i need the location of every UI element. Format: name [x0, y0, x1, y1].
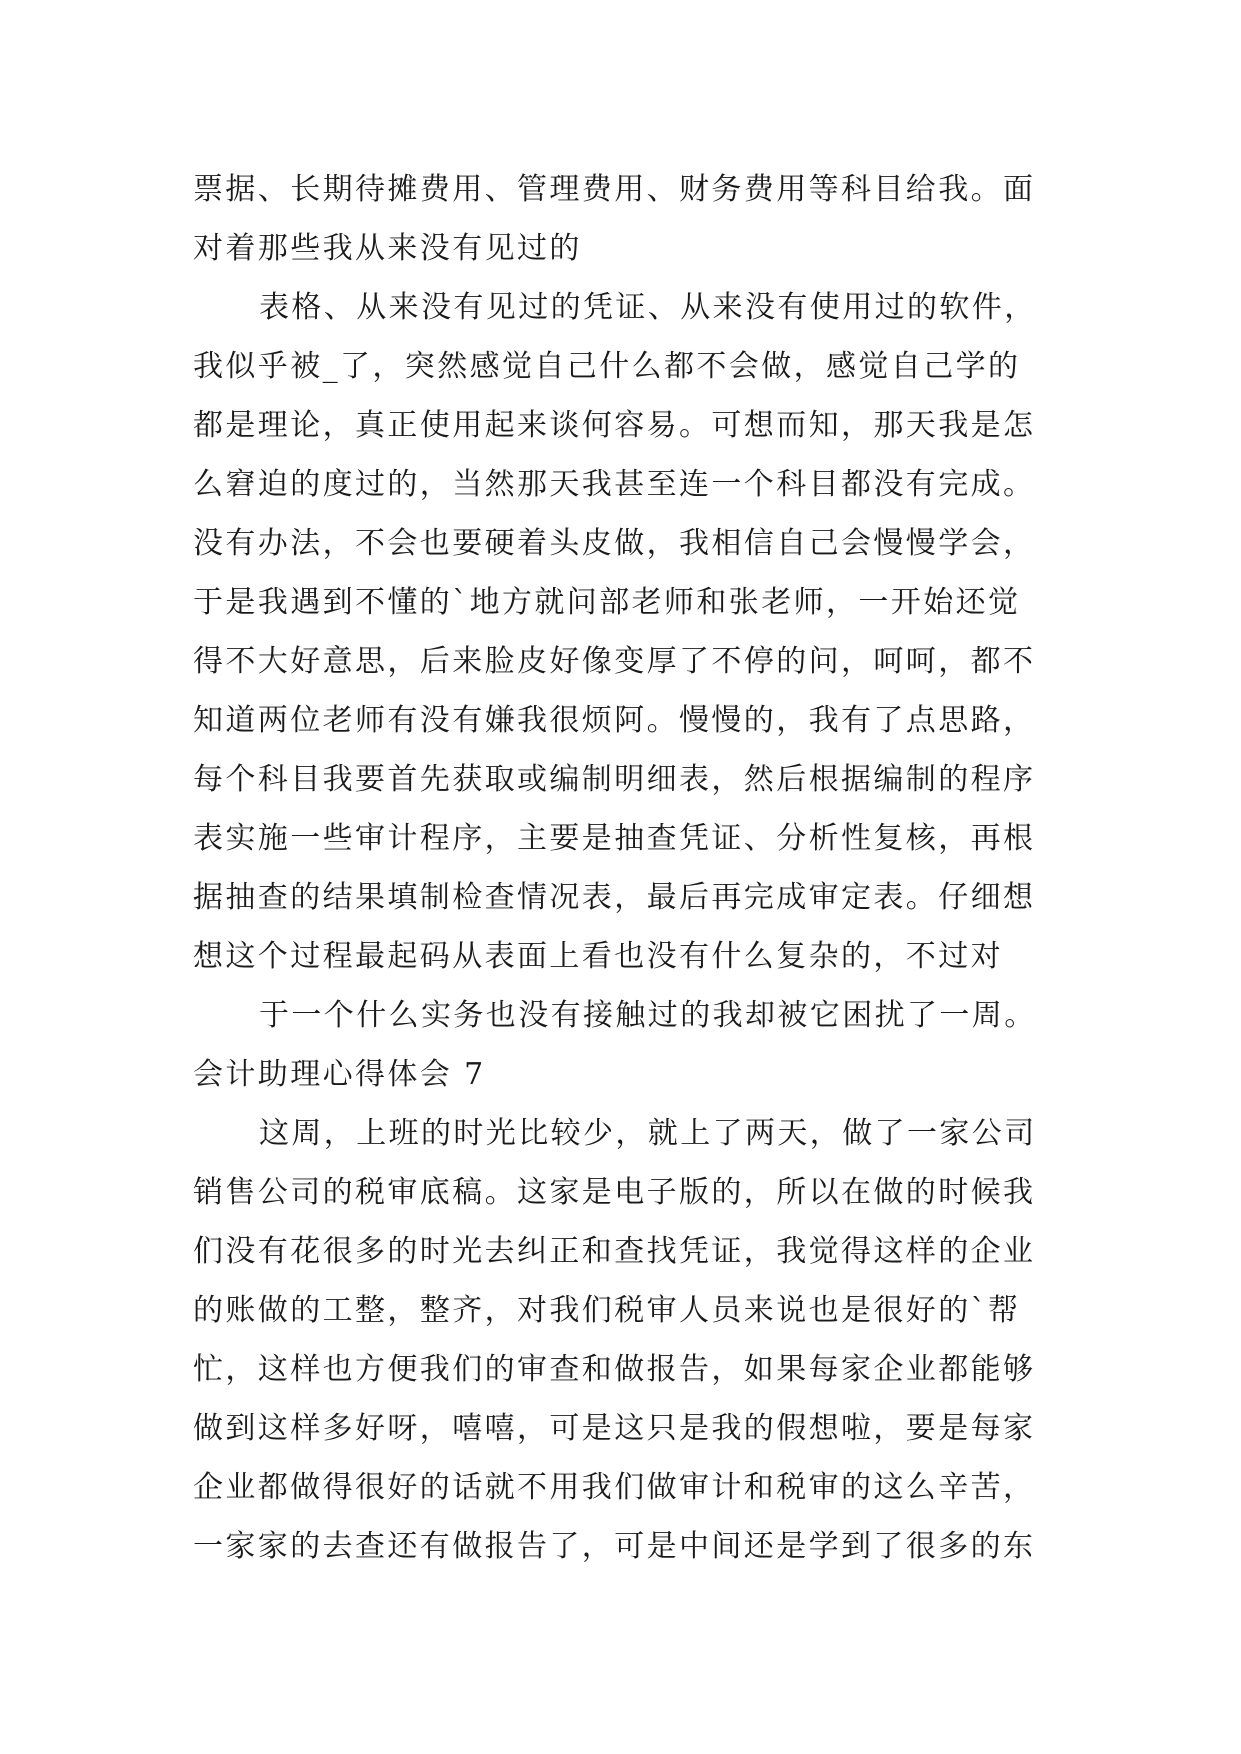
text-line: 么窘迫的度过的，当然那天我甚至连一个科目都没有完成。: [193, 467, 1036, 502]
text-line: 做到这样多好呀，嘻嘻，可是这只是我的假想啦，要是每家: [193, 1411, 1036, 1446]
text-line: 据抽查的结果填制检查情况表，最后再完成审定表。仔细想: [193, 880, 1036, 915]
text-line: 于一个什么实务也没有接触过的我却被它困扰了一周。: [259, 998, 1037, 1033]
text-line: 我似乎被_了，突然感觉自己什么都不会做，感觉自己学的: [193, 349, 1021, 384]
text-line: 对着那些我从来没有见过的: [193, 231, 582, 266]
text-line: 的账做的工整，整齐，对我们税审人员来说也是很好的`帮: [193, 1293, 1021, 1328]
text-line: 企业都做得很好的话就不用我们做审计和税审的这么辛苦，: [193, 1470, 1036, 1505]
text-line: 每个科目我要首先获取或编制明细表，然后根据编制的程序: [193, 762, 1036, 797]
text-line: 们没有花很多的时光去纠正和查找凭证，我觉得这样的企业: [193, 1234, 1036, 1269]
text-line: 表格、从来没有见过的凭证、从来没有使用过的软件，: [259, 290, 1037, 325]
text-line: 一家家的去查还有做报告了，可是中间还是学到了很多的东: [193, 1529, 1036, 1564]
section-heading: 会计助理心得体会 7: [193, 1057, 486, 1092]
text-line: 票据、长期待摊费用、管理费用、财务费用等科目给我。面: [193, 172, 1036, 207]
text-line: 忙，这样也方便我们的审查和做报告，如果每家企业都能够: [193, 1352, 1036, 1387]
text-line: 这周，上班的时光比较少，就上了两天，做了一家公司: [259, 1116, 1037, 1151]
document-body: [193, 160, 1073, 1576]
text-line: 得不大好意思，后来脸皮好像变厚了不停的问，呵呵，都不: [193, 644, 1036, 679]
text-line: 于是我遇到不懂的`地方就问部老师和张老师，一开始还觉: [193, 585, 1021, 620]
text-line: 没有办法，不会也要硬着头皮做，我相信自己会慢慢学会，: [193, 526, 1036, 561]
text-line: 想这个过程最起码从表面上看也没有什么复杂的，不过对: [193, 939, 1003, 974]
text-line: 知道两位老师有没有嫌我很烦阿。慢慢的，我有了点思路，: [193, 703, 1036, 738]
text-line: 都是理论，真正使用起来谈何容易。可想而知，那天我是怎: [193, 408, 1036, 443]
text-line: 表实施一些审计程序，主要是抽查凭证、分析性复核，再根: [193, 821, 1036, 856]
text-line: 销售公司的税审底稿。这家是电子版的，所以在做的时候我: [193, 1175, 1036, 1210]
